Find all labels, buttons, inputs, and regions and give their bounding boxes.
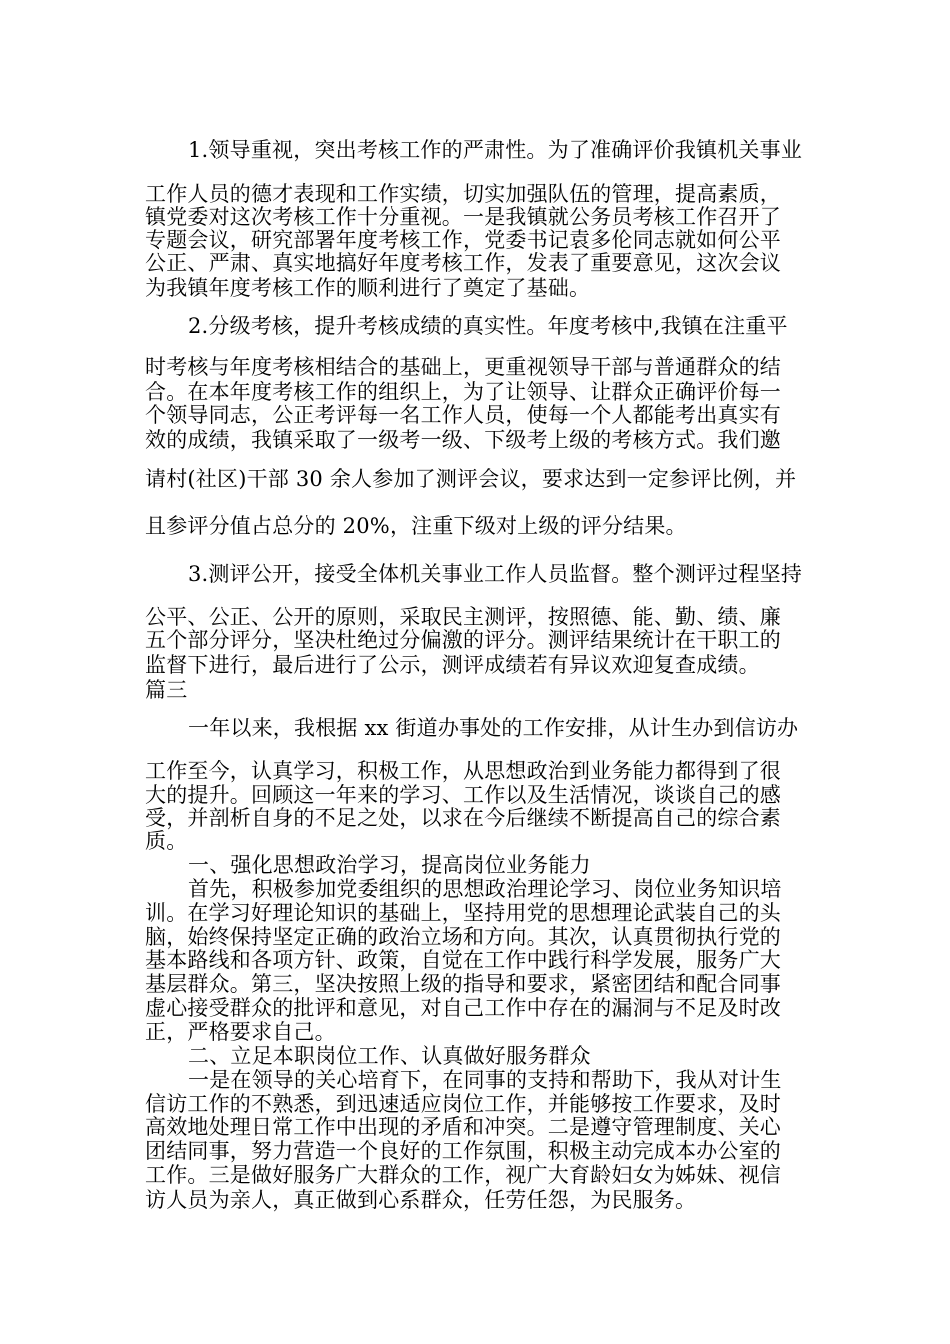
text-line: 专题会议，研究部署年度考核工作，党委书记袁多伦同志就如何公平	[145, 228, 781, 252]
text-line: 高效地处理日常工作中出现的矛盾和冲突。二是遵守管理制度、关心	[145, 1115, 781, 1139]
text-line: 1.领导重视，突出考核工作的严肃性。为了准确评价我镇机关事业	[188, 138, 803, 162]
text-line: 监督下进行，最后进行了公示，测评成绩若有异议欢迎复查成绩。	[145, 653, 760, 677]
text-line: 大的提升。回顾这一年来的学习、工作以及生活情况，谈谈自己的感	[145, 783, 781, 807]
text-line: 质。	[145, 829, 188, 853]
text-line: 2.分级考核，提升考核成绩的真实性。年度考核中,我镇在注重平	[188, 314, 788, 338]
text-line: 时考核与年度考核相结合的基础上，更重视领导干部与普通群众的结	[145, 355, 781, 379]
text-line: 首先，积极参加党委组织的思想政治理论学习、岗位业务知识培	[188, 877, 782, 901]
text-line: 五个部分评分，坚决杜绝过分偏激的评分。测评结果统计在干职工的	[145, 628, 781, 652]
text-line: 镇党委对这次考核工作十分重视。一是我镇就公务员考核工作召开了	[145, 205, 781, 229]
text-line: 3.测评公开，接受全体机关事业工作人员监督。整个测评过程坚持	[188, 562, 803, 586]
text-line: 工作至今，认真学习，积极工作，从思想政治到业务能力都得到了很	[145, 759, 781, 783]
text-line: 基本路线和各项方针、政策，自觉在工作中践行科学发展，服务广大	[145, 948, 781, 972]
text-line: 团结同事，努力营造一个良好的工作氛围，积极主动完成本办公室的	[145, 1139, 781, 1163]
text-line: 请村(社区)干部 30 余人参加了测评会议，要求达到一定参评比例，并	[145, 467, 797, 491]
text-line: 且参评分值占总分的 20%，注重下级对上级的评分结果。	[145, 514, 687, 538]
text-line: 公正、严肃、真实地搞好年度考核工作，发表了重要意见，这次会议	[145, 251, 781, 275]
text-line: 一年以来，我根据 xx 街道办事处的工作安排，从计生办到信访办	[188, 716, 799, 740]
text-line: 为我镇年度考核工作的顺利进行了奠定了基础。	[145, 276, 591, 300]
subheading: 一、强化思想政治学习，提高岗位业务能力	[188, 853, 591, 877]
text-line: 脑，始终保持坚定正确的政治立场和方向。其次，认真贯彻执行党的	[145, 925, 781, 949]
text-line: 一是在领导的关心培育下，在同事的支持和帮助下，我从对计生	[188, 1068, 782, 1092]
text-line: 访人员为亲人，真正做到心系群众，任劳任怨，为民服务。	[145, 1188, 697, 1212]
text-line: 基层群众。第三，坚决按照上级的指导和要求，紧密团结和配合同事	[145, 972, 781, 996]
section-heading: 篇三	[145, 678, 188, 702]
text-line: 正，严格要求自己。	[145, 1020, 336, 1044]
text-line: 个领导同志，公正考评每一名工作人员，使每一个人都能考出真实有	[145, 403, 781, 427]
text-line: 工作人员的德才表现和工作实绩，切实加强队伍的管理，提高素质，	[145, 182, 781, 206]
text-line: 训。在学习好理论知识的基础上，坚持用党的思想理论武装自己的头	[145, 901, 781, 925]
text-line: 受，并剖析自身的不足之处，以求在今后继续不断提高自己的综合素	[145, 806, 781, 830]
text-line: 公平、公正、公开的原则，采取民主测评，按照德、能、勤、绩、廉	[145, 605, 781, 629]
text-line: 合。在本年度考核工作的组织上，为了让领导、让群众正确评价每一	[145, 380, 781, 404]
text-line: 效的成绩，我镇采取了一级考一级、下级考上级的考核方式。我们邀	[145, 428, 781, 452]
subheading: 二、立足本职岗位工作、认真做好服务群众	[188, 1044, 591, 1068]
text-line: 信访工作的不熟悉，到迅速适应岗位工作，并能够按工作要求，及时	[145, 1092, 781, 1116]
text-line: 工作。三是做好服务广大群众的工作，视广大育龄妇女为姊妹、视信	[145, 1163, 781, 1187]
text-line: 虚心接受群众的批评和意见，对自己工作中存在的漏洞与不足及时改	[145, 996, 781, 1020]
